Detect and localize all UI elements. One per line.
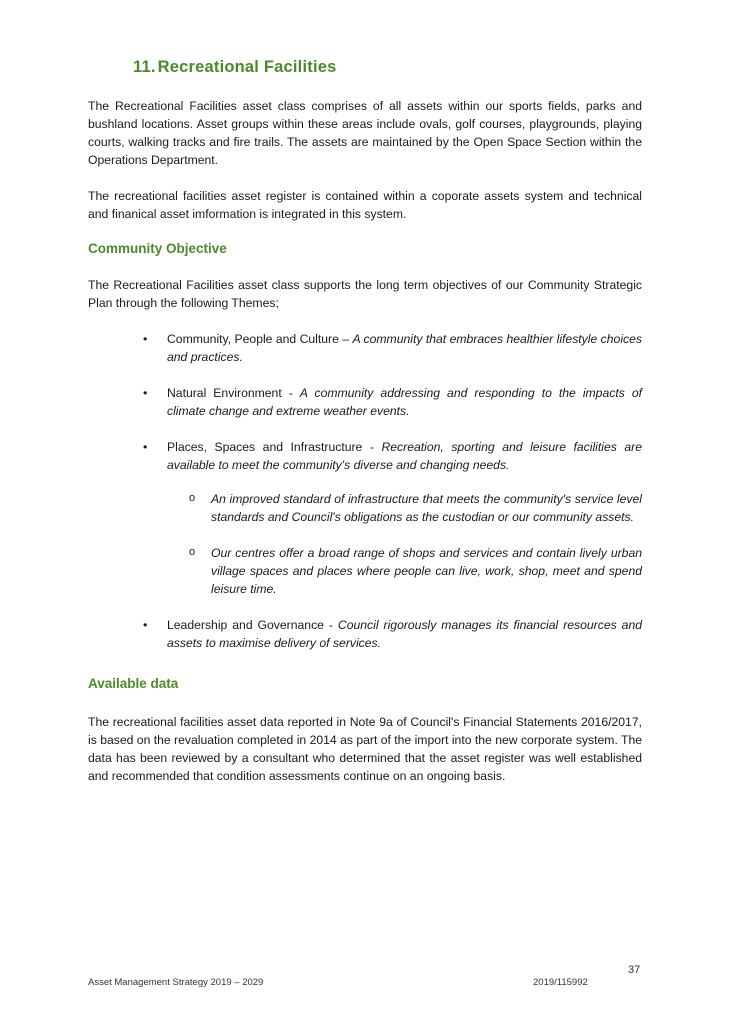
- circle-bullet-icon: o: [189, 546, 196, 558]
- community-objective-heading: Community Objective: [88, 241, 227, 256]
- theme-name: Natural Environment: [167, 386, 282, 400]
- page-number: 37: [628, 964, 641, 976]
- theme-description: Recreation, sporting and leisure facilities are available to meet the community's diverse and changing needs.: [167, 440, 642, 472]
- theme-item: [143, 330, 642, 366]
- theme-description: A community addressing and responding to the impacts of climate change and extreme weather events.: [167, 386, 642, 418]
- footer-right: 2019/115992: [533, 977, 588, 988]
- sub-point: [189, 490, 642, 526]
- theme-item: [143, 384, 642, 420]
- bullet-icon: •: [143, 332, 148, 346]
- sub-point-text: An improved standard of infrastructure that meets the community's service level standards and Council's obligations as the custodian or our community assets.: [211, 492, 642, 524]
- theme-separator: -: [323, 618, 338, 632]
- theme-name: Leadership and Governance: [167, 618, 324, 632]
- sub-point-text: Our centres offer a broad range of shops and services and contain lively urban village spaces and places where people can live, work, shop, meet and spend leisure time.: [211, 546, 642, 596]
- section-heading: [133, 58, 336, 77]
- available-data-paragraph: The recreational facilities asset data reported in Note 9a of Council's Financial Statements 2016/2017, is based on the revaluation completed in 2014 as part of the import into the new corporate system. The data has been reviewed by a consultant who determined that the asset register was well established and recommended that condition assessments continue on an ongoing basis.: [88, 715, 642, 783]
- community-objective-paragraph: The Recreational Facilities asset class supports the long term objectives of our Community Strategic Plan through the following Themes;: [88, 278, 642, 310]
- section-title: Recreational Facilities: [157, 58, 337, 76]
- intro-paragraph-2: The recreational facilities asset register is contained within a coporate assets system and technical and finanical asset imformation is integrated in this system.: [88, 189, 642, 221]
- sub-point: [189, 544, 642, 598]
- theme-separator: -: [362, 440, 382, 454]
- intro-paragraph-1: The Recreational Facilities asset class comprises of all assets within our sports fields, parks and bushland locations. Asset groups within these areas include ovals, golf courses, playgrounds, playing courts, walking tracks and fire trails. The assets are maintained by the Open Space Section within the Operations Department.: [88, 99, 642, 167]
- theme-separator: –: [338, 332, 353, 346]
- circle-bullet-icon: o: [189, 492, 196, 504]
- theme-name: Places, Spaces and Infrastructure: [167, 440, 363, 454]
- theme-separator: -: [281, 386, 300, 400]
- bullet-icon: •: [143, 440, 148, 454]
- bullet-icon: •: [143, 386, 148, 400]
- section-number: 11.: [133, 58, 156, 76]
- bullet-icon: •: [143, 618, 148, 632]
- available-data-heading: Available data: [88, 676, 179, 691]
- footer-left: Asset Management Strategy 2019 – 2029: [88, 977, 264, 988]
- theme-item: [143, 616, 642, 652]
- theme-description: Council rigorously manages its financial resources and assets to maximise delivery of services.: [167, 618, 642, 650]
- theme-description: A community that embraces healthier lifestyle choices and practices.: [167, 332, 642, 364]
- theme-item: [143, 438, 642, 474]
- theme-name: Community, People and Culture: [167, 332, 339, 346]
